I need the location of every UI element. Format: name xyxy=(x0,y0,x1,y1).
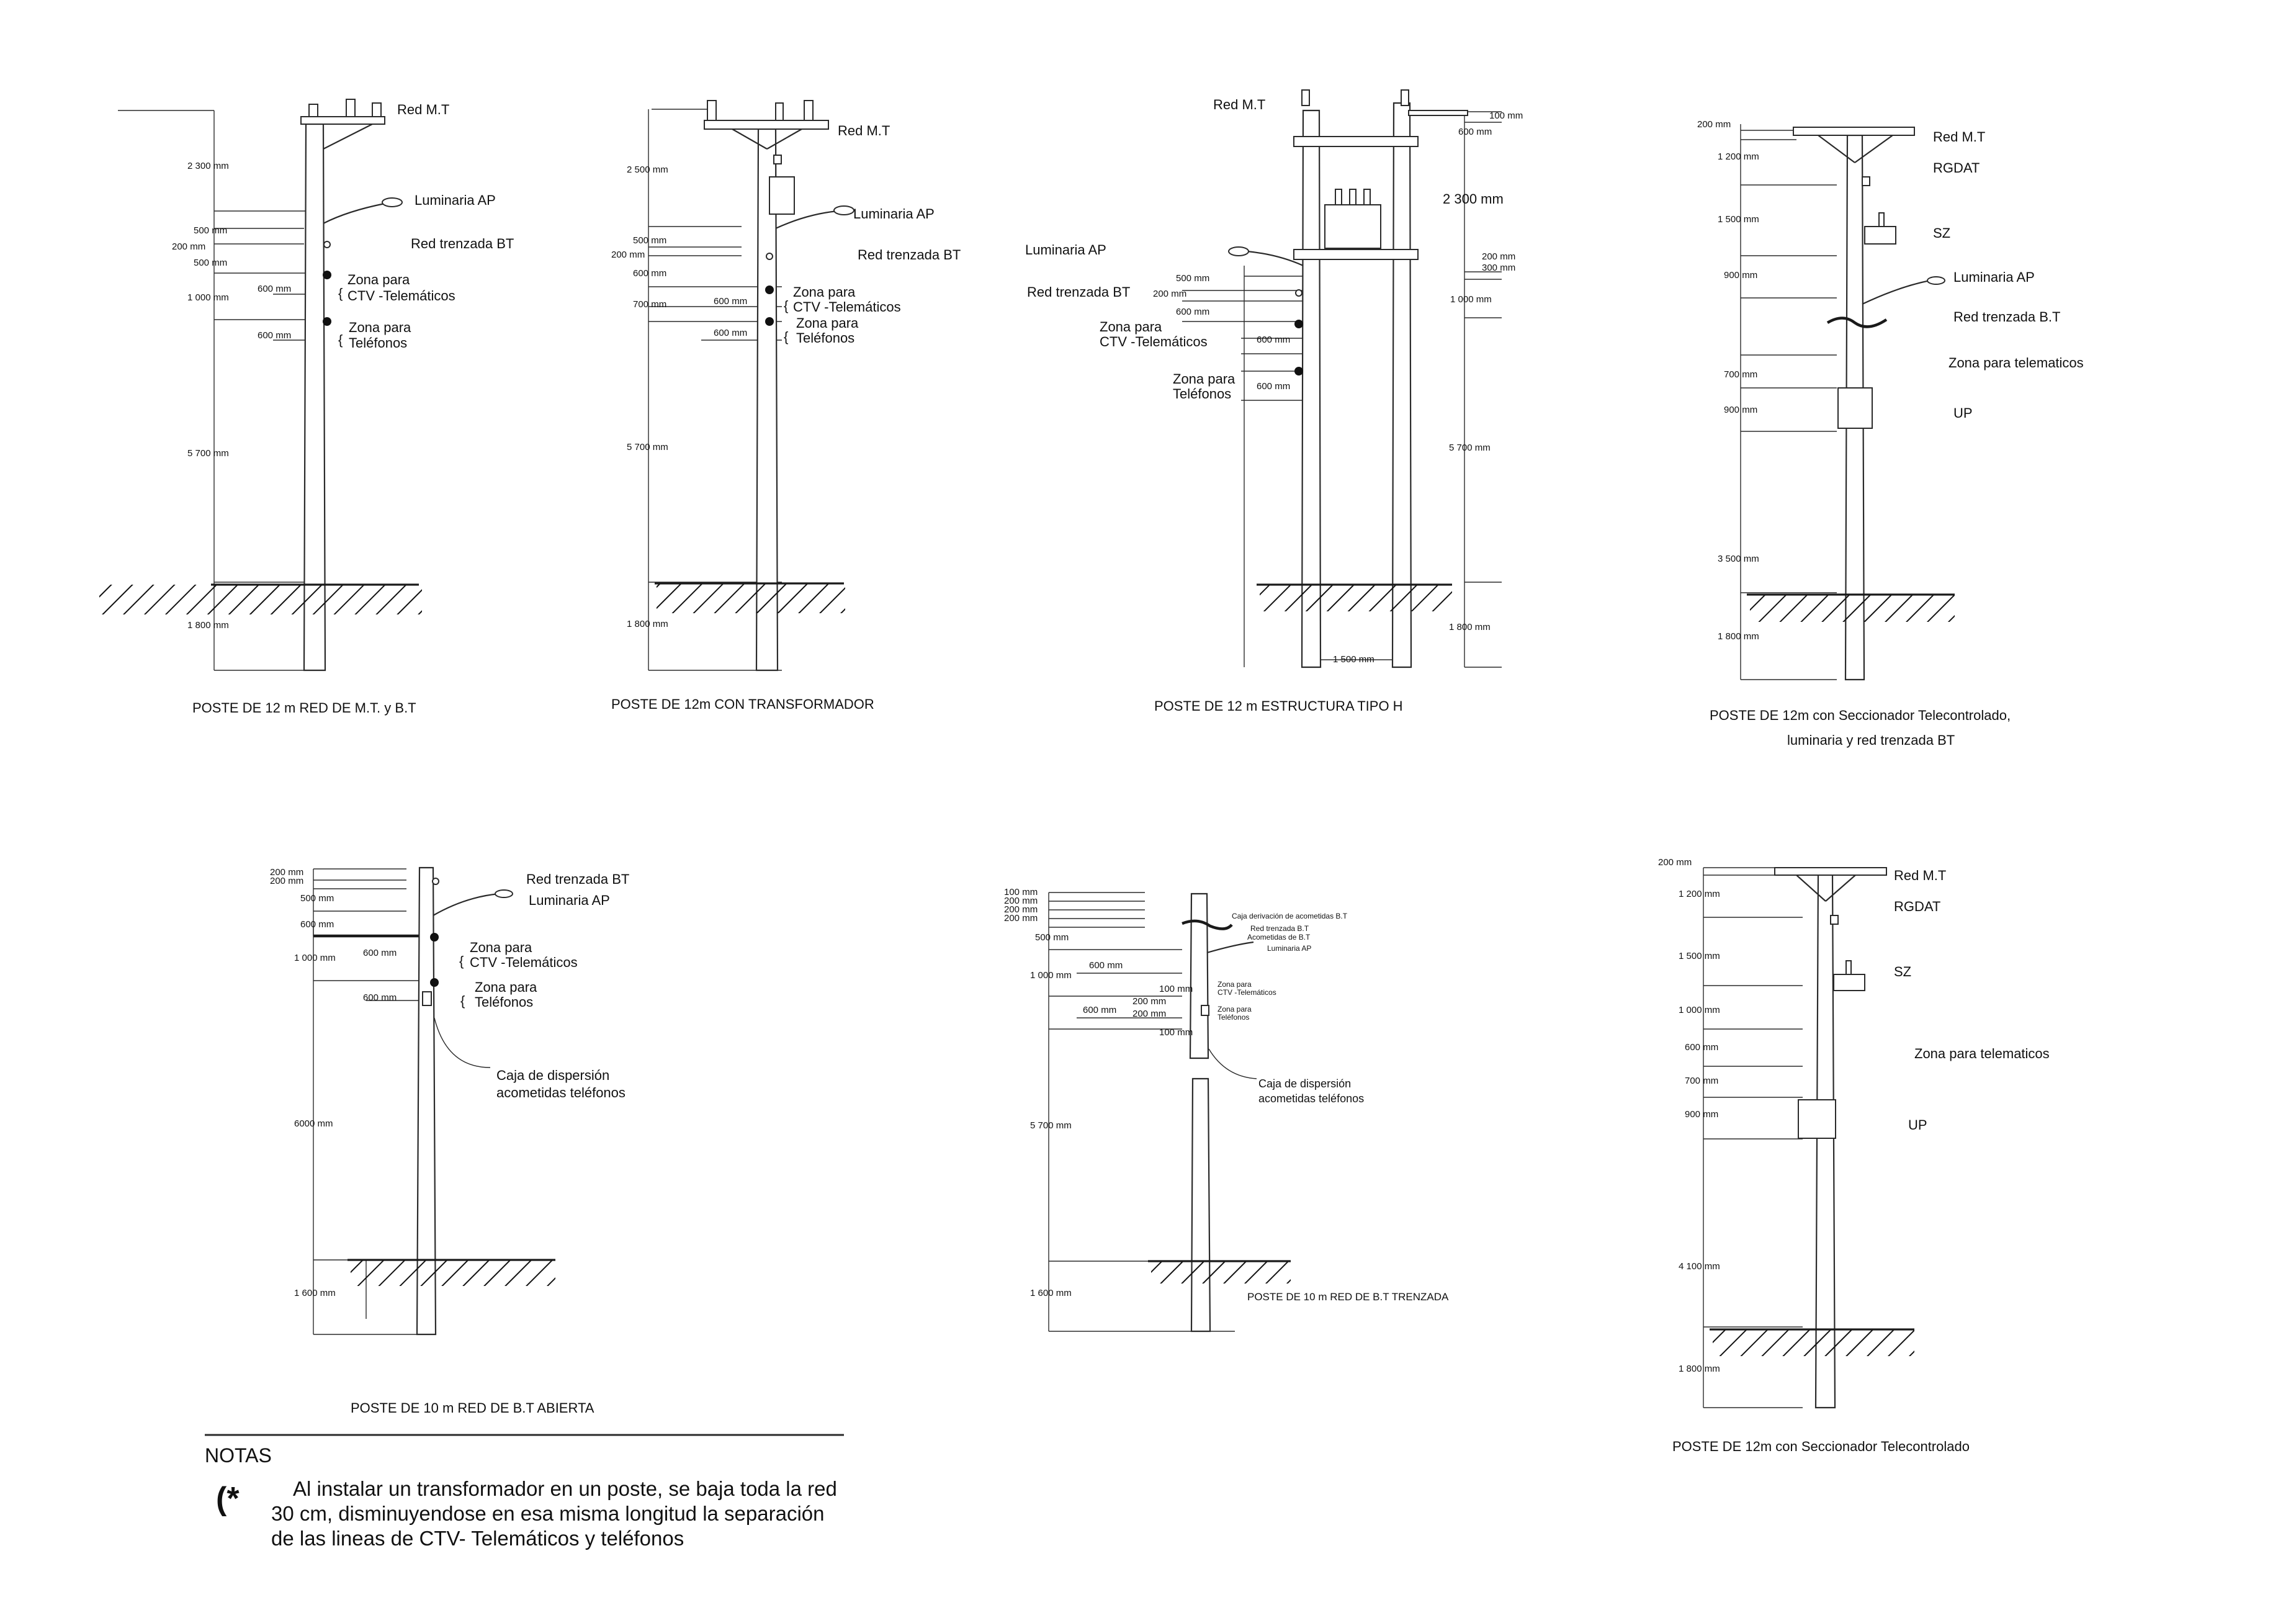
dimension: 600 mm xyxy=(258,284,292,294)
label: Caja derivación de acometidas B.T xyxy=(1232,912,1348,920)
dimension: 1 800 mm xyxy=(627,619,668,629)
dimension: 1 800 mm xyxy=(187,620,229,631)
pole xyxy=(1392,103,1411,667)
label: CTV -Telemáticos xyxy=(348,288,455,303)
pole-diagram-5 xyxy=(270,867,629,1416)
label: Zona para xyxy=(348,272,410,287)
label: Luminaria AP xyxy=(1953,269,2035,285)
transformer-icon xyxy=(769,177,794,214)
pole xyxy=(1816,872,1835,1408)
label: Zona para xyxy=(796,315,859,331)
diagram-title: POSTE DE 10 m RED DE B.T TRENZADA xyxy=(1247,1291,1449,1303)
dimension: 200 mm xyxy=(1132,1009,1167,1019)
dimension: 600 mm xyxy=(363,948,397,958)
label: Red M.T xyxy=(1213,97,1266,112)
dimension: 1 200 mm xyxy=(1679,889,1720,899)
label: Teléfonos xyxy=(1218,1013,1250,1022)
pole-diagram-3 xyxy=(1025,90,1523,714)
dimension: 600 mm xyxy=(633,268,667,279)
luminaire-arm xyxy=(1207,942,1253,953)
label: SZ xyxy=(1894,964,1912,979)
dimension: 600 mm xyxy=(1257,381,1291,392)
leader-line xyxy=(1209,1049,1257,1079)
pole-diagram-1 xyxy=(99,99,514,716)
crossarm xyxy=(301,117,385,124)
dimension: 200 mm xyxy=(611,250,645,260)
label: acometidas teléfonos xyxy=(496,1085,626,1100)
label: CTV -Telemáticos xyxy=(1218,988,1276,997)
luminaire-icon xyxy=(382,198,402,207)
dimension: 200 mm xyxy=(1153,289,1187,299)
diagram-title: POSTE DE 12m con Seccionador Telecontrolado, xyxy=(1710,708,2011,723)
label: Teléfonos xyxy=(796,330,855,346)
dimension: 600 mm xyxy=(1685,1042,1719,1053)
dimension: 100 mm xyxy=(1159,1027,1193,1038)
dimension: 500 mm xyxy=(1035,932,1069,943)
dimension: 600 mm xyxy=(1083,1005,1117,1015)
label: Red trenzada B.T xyxy=(1953,309,2061,325)
notes-section xyxy=(205,1435,844,1550)
dimension: 3 500 mm xyxy=(1718,554,1759,564)
dimension: 600 mm xyxy=(1176,307,1210,317)
label: Caja de dispersión xyxy=(1258,1077,1352,1090)
dispersion-box xyxy=(423,992,431,1005)
label: CTV -Telemáticos xyxy=(1100,334,1208,349)
dimension: 1 200 mm xyxy=(1718,151,1759,162)
dimension: 200 mm xyxy=(172,241,206,252)
label: Red trenzada B.T xyxy=(1250,924,1309,933)
dimension: 6000 mm xyxy=(294,1118,333,1129)
bracket: { xyxy=(460,993,465,1009)
dimension: 600 mm xyxy=(714,296,748,307)
bracket: { xyxy=(459,953,464,969)
bracket: { xyxy=(784,298,789,313)
dimension: 200 mm xyxy=(270,867,304,878)
dimension: 1 600 mm xyxy=(294,1288,336,1298)
dimension-lines xyxy=(1703,868,1803,1408)
luminaire-icon xyxy=(834,206,854,215)
dimension: 200 mm xyxy=(1004,896,1038,906)
label: Zona para xyxy=(1218,1005,1252,1014)
label: Zona para xyxy=(349,320,411,335)
dimension: 600 mm xyxy=(300,919,334,930)
diagram-title: POSTE DE 12m con Seccionador Telecontrolado xyxy=(1672,1439,1970,1454)
dimension: 1 000 mm xyxy=(1030,970,1072,981)
pole xyxy=(1191,1079,1210,1331)
label: Teléfonos xyxy=(475,994,534,1010)
diagram-subtitle: luminaria y red trenzada BT xyxy=(1787,732,1955,748)
label: Zona para xyxy=(1218,980,1252,989)
label: Zona para xyxy=(475,979,537,995)
dimension: 2 300 mm xyxy=(187,161,229,171)
luminaire-icon xyxy=(1229,247,1249,256)
transformer-icon xyxy=(1325,205,1381,248)
note-line: de las lineas de CTV- Telemáticos y teléfonos xyxy=(271,1527,684,1550)
up-box xyxy=(1798,1100,1836,1138)
dimension: 600 mm xyxy=(1257,335,1291,345)
dimension: 4 100 mm xyxy=(1679,1261,1720,1272)
diagram-title: POSTE DE 10 m RED DE B.T ABIERTA xyxy=(351,1400,594,1416)
label: SZ xyxy=(1933,225,1951,241)
label: Zona para telematicos xyxy=(1948,355,2084,371)
pole-diagram-6 xyxy=(1004,887,1449,1331)
dimension: 200 mm xyxy=(1697,119,1731,130)
label: Zona para xyxy=(1100,319,1162,335)
label: 2 300 mm xyxy=(1443,191,1504,207)
dimension: 700 mm xyxy=(633,299,667,310)
dimension: 1 600 mm xyxy=(1030,1288,1072,1298)
dimension: 1 500 mm xyxy=(1333,654,1374,665)
dimension: 600 mm xyxy=(258,330,292,341)
label: RGDAT xyxy=(1894,899,1941,914)
label: UP xyxy=(1908,1117,1927,1133)
label: CTV -Telemáticos xyxy=(470,955,578,970)
dimension: 500 mm xyxy=(194,225,228,236)
label: UP xyxy=(1953,405,1973,421)
dimension: 5 700 mm xyxy=(1449,443,1491,453)
label: Zona para telematicos xyxy=(1914,1046,2050,1061)
label: Red trenzada BT xyxy=(526,871,630,887)
dimension: 600 mm xyxy=(1089,960,1123,971)
dimension: 200 mm xyxy=(270,876,304,886)
dimension: 1 800 mm xyxy=(1449,622,1491,632)
dimension: 1 000 mm xyxy=(1679,1005,1720,1015)
dimension: 200 mm xyxy=(1132,996,1167,1007)
asterisk-icon: (* xyxy=(216,1481,240,1517)
dimension: 1 000 mm xyxy=(1450,294,1492,305)
label: Red M.T xyxy=(397,102,450,117)
label: Zona para xyxy=(793,284,856,300)
crossarm xyxy=(704,120,828,129)
dimension: 1 800 mm xyxy=(1679,1364,1720,1374)
label: Red trenzada BT xyxy=(858,247,961,263)
dimension: 100 mm xyxy=(1004,887,1038,897)
pole-diagram-4 xyxy=(1697,119,2084,748)
label: Zona para xyxy=(1173,371,1235,387)
luminaire-arm xyxy=(433,894,500,915)
note-line: Al instalar un transformador en un poste, se baja toda la red xyxy=(293,1477,837,1500)
dimension: 1 500 mm xyxy=(1679,951,1720,961)
dimension: 500 mm xyxy=(633,235,667,246)
label: Acometidas de B.T xyxy=(1247,933,1311,942)
crossarm xyxy=(1294,250,1418,259)
switch-box xyxy=(1865,227,1896,244)
notes-heading: NOTAS xyxy=(205,1444,272,1467)
label: Teléfonos xyxy=(1173,386,1232,402)
note-line: 30 cm, disminuyendose en esa misma longitud la separación xyxy=(271,1502,825,1525)
dimension: 5 700 mm xyxy=(1030,1120,1072,1131)
luminaire-icon xyxy=(495,890,513,897)
dimension: 900 mm xyxy=(1685,1109,1719,1120)
dimension: 500 mm xyxy=(1176,273,1210,284)
dimension: 100 mm xyxy=(1489,110,1523,121)
label: Red M.T xyxy=(838,123,890,138)
up-box xyxy=(1838,388,1872,428)
label: Red trenzada BT xyxy=(411,236,514,251)
label: CTV -Telemáticos xyxy=(793,299,901,315)
crossarm xyxy=(1294,137,1418,146)
dimension: 5 700 mm xyxy=(187,448,229,459)
dispersion-box xyxy=(1201,1005,1209,1015)
dimension: 5 700 mm xyxy=(627,442,668,452)
pole xyxy=(1190,894,1208,1058)
diagram-title: POSTE DE 12 m RED DE M.T. y B.T xyxy=(192,700,416,716)
label: Caja de dispersión xyxy=(496,1068,610,1083)
crossarm xyxy=(1793,127,1914,135)
label: Luminaria AP xyxy=(415,192,496,208)
dimension: 900 mm xyxy=(1724,405,1758,415)
dimension: 200 mm xyxy=(1658,857,1692,868)
dimension: 100 mm xyxy=(1159,984,1193,994)
bracket: { xyxy=(338,285,343,301)
diagram-title: POSTE DE 12 m ESTRUCTURA TIPO H xyxy=(1154,698,1403,714)
luminaire-arm xyxy=(1862,281,1930,304)
pole-diagram-7 xyxy=(1658,857,2050,1454)
switch-box xyxy=(1834,974,1865,991)
pole-diagram-2 xyxy=(611,101,961,712)
insulator-icon xyxy=(309,99,381,117)
dimension: 900 mm xyxy=(1724,270,1758,281)
label: Red M.T xyxy=(1933,129,1986,145)
dimension: 600 mm xyxy=(363,992,397,1003)
dimension: 700 mm xyxy=(1724,369,1758,380)
leader-line xyxy=(434,1018,490,1068)
label: Teléfonos xyxy=(349,335,408,351)
dimension: 600 mm xyxy=(714,328,748,338)
dimension: 600 mm xyxy=(1458,127,1492,137)
dimension: 1 800 mm xyxy=(1718,631,1759,642)
label: Luminaria AP xyxy=(1267,944,1312,953)
dimension: 1 000 mm xyxy=(294,953,336,963)
label: Zona para xyxy=(470,940,532,955)
label: Luminaria AP xyxy=(529,892,610,908)
label: acometidas teléfonos xyxy=(1258,1092,1365,1105)
bracket: { xyxy=(338,332,343,348)
label: Red M.T xyxy=(1894,868,1947,883)
dimension: 500 mm xyxy=(300,893,334,904)
diagram-title: POSTE DE 12m CON TRANSFORMADOR xyxy=(611,696,874,712)
dimension: 200 mm xyxy=(1482,251,1516,262)
luminaire-arm xyxy=(323,204,385,223)
dimension: 200 mm xyxy=(1004,904,1038,915)
bracket: { xyxy=(784,329,789,344)
dimension: 2 500 mm xyxy=(627,164,668,175)
crossarm xyxy=(1775,868,1886,875)
insulator-icon xyxy=(1335,189,1370,205)
dimension: 300 mm xyxy=(1482,263,1516,273)
label: Luminaria AP xyxy=(853,206,935,222)
insulator-icon xyxy=(707,101,813,120)
dimension: 200 mm xyxy=(1004,913,1038,924)
dimension: 700 mm xyxy=(1685,1076,1719,1086)
label: Luminaria AP xyxy=(1025,242,1106,258)
dimension: 500 mm xyxy=(194,258,228,268)
label: Red trenzada BT xyxy=(1027,284,1131,300)
label: RGDAT xyxy=(1933,160,1980,176)
dimension: 1 000 mm xyxy=(187,292,229,303)
dimension: 1 500 mm xyxy=(1718,214,1759,225)
luminaire-icon xyxy=(1927,277,1945,284)
